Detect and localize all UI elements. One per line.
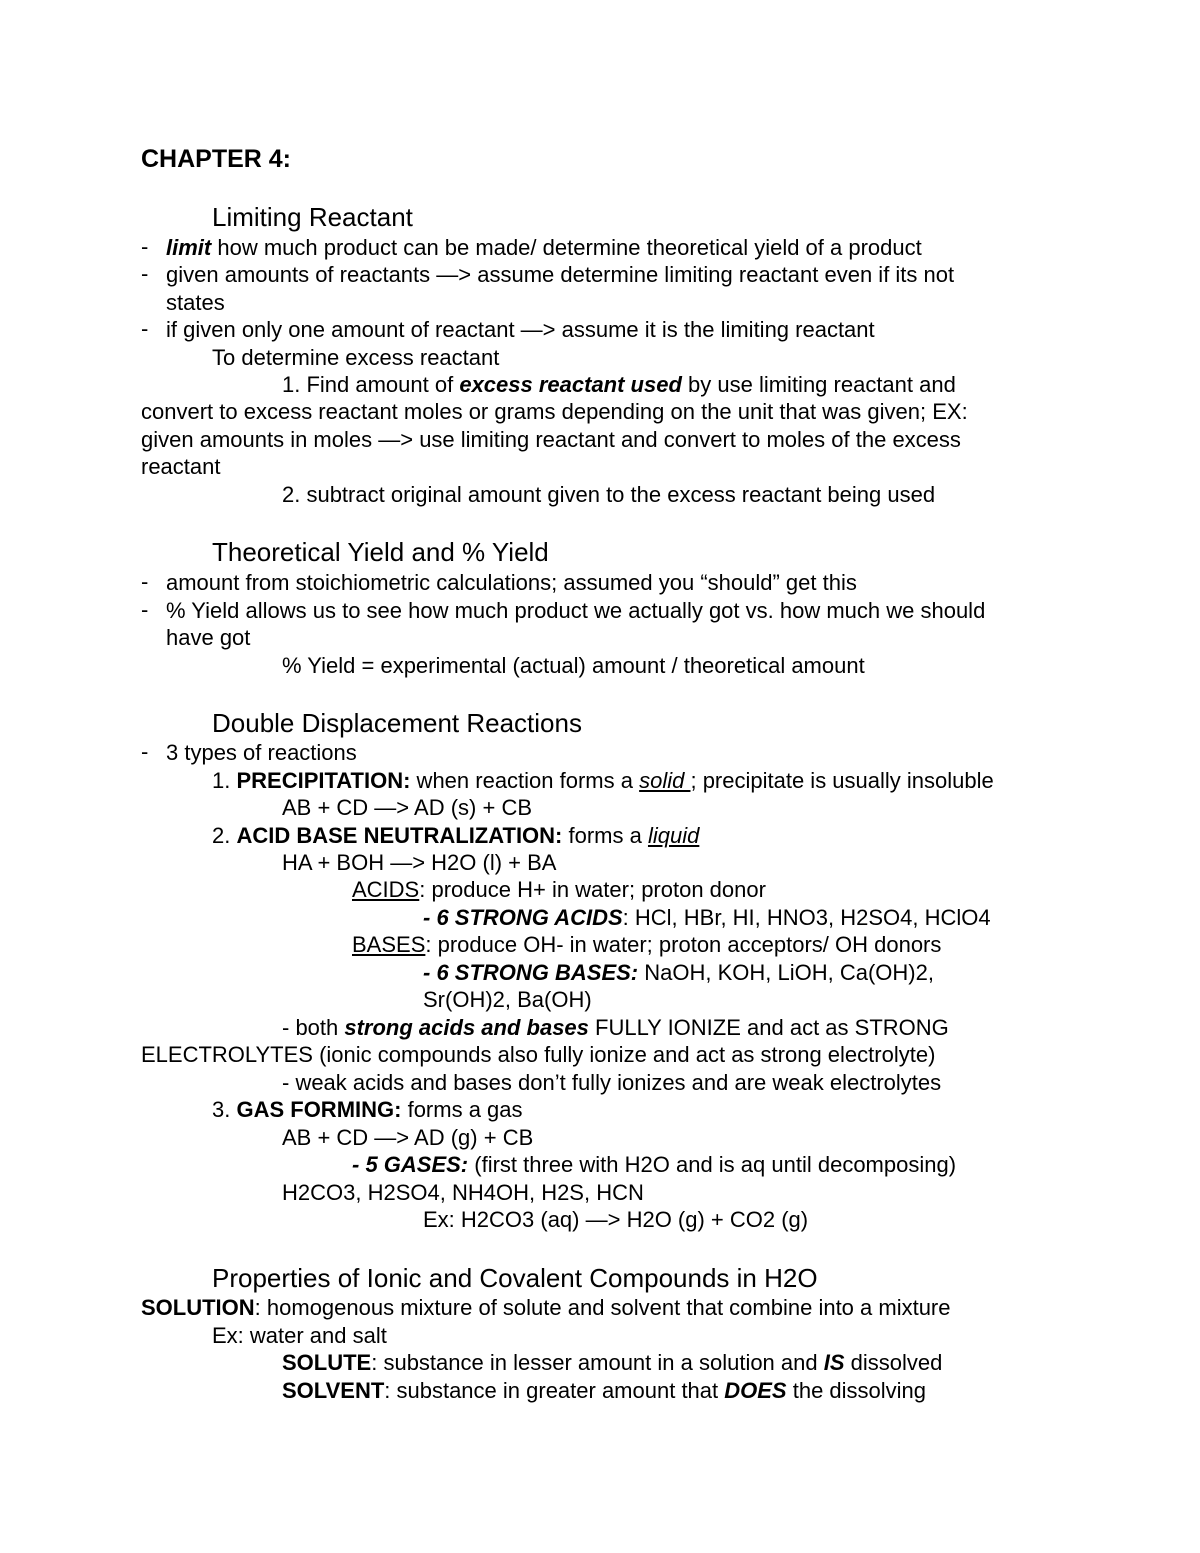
text: when reaction forms a	[410, 768, 640, 793]
strong-bases-line-2: Sr(OH)2, Ba(OH)	[423, 987, 592, 1012]
bullet-dash: -	[141, 569, 149, 594]
bullet-dash: -	[141, 597, 149, 622]
yield-bullet-2-line-1: % Yield allows us to see how much product we actually got vs. how much we should	[166, 598, 986, 623]
gases-line	[352, 1152, 956, 1178]
emphasis: excess reactant used	[459, 372, 682, 397]
solution-definition	[141, 1295, 951, 1321]
solvent-definition	[282, 1378, 926, 1404]
bullet-dash: -	[141, 316, 149, 341]
section-heading-double-displacement: Double Displacement Reactions	[212, 708, 582, 738]
bullet-dash: -	[141, 739, 149, 764]
text: : produce OH- in water; proton acceptors/ OH donors	[425, 932, 942, 957]
excess-heading: To determine excess reactant	[212, 345, 500, 370]
text: how much product can be made/ determine theoretical yield of a product	[211, 235, 922, 260]
both-ionize-line-2: ELECTROLYTES (ionic compounds also fully ionize and act as strong electrolyte)	[141, 1042, 936, 1067]
excess-step-1-line-2: convert to excess reactant moles or grams depending on the unit that was given; EX:	[141, 399, 968, 424]
label: ACIDS	[352, 877, 420, 902]
label: SOLUTION	[141, 1295, 255, 1320]
excess-step-1	[282, 372, 956, 398]
chapter-title: CHAPTER 4:	[141, 145, 292, 173]
yield-bullet-2-line-2: have got	[166, 625, 251, 650]
number: 2.	[212, 823, 237, 848]
text: FULLY IONIZE and act as STRONG	[588, 1015, 949, 1040]
label: PRECIPITATION:	[236, 768, 411, 793]
number: 1.	[212, 768, 237, 793]
text: forms a	[562, 823, 648, 848]
underlined-word: liquid	[647, 823, 700, 848]
both-ionize-line	[282, 1015, 949, 1041]
text: ; precipitate is usually insoluble	[690, 768, 994, 793]
label: - 6 STRONG ACIDS	[423, 905, 623, 930]
text: (first three with H2O and is aq until decomposing)	[468, 1152, 957, 1177]
text: : HCl, HBr, HI, HNO3, H2SO4, HClO4	[622, 905, 991, 930]
yield-formula: % Yield = experimental (actual) amount / theoretical amount	[282, 653, 865, 678]
text: : substance in greater amount that	[384, 1378, 725, 1403]
text: by use limiting reactant and	[681, 372, 956, 397]
solute-definition	[282, 1350, 942, 1376]
label: - 5 GASES:	[352, 1152, 469, 1177]
limiting-bullet-2-line-2: states	[166, 290, 225, 315]
label: SOLVENT	[282, 1378, 385, 1403]
text: dissolved	[844, 1350, 943, 1375]
acid-base-equation: HA + BOH —> H2O (l) + BA	[282, 850, 557, 875]
number: 3.	[212, 1097, 237, 1122]
emphasis: limit	[166, 235, 212, 260]
excess-step-1-line-4: reactant	[141, 454, 221, 479]
bullet-dash: -	[141, 261, 149, 286]
excess-step-2: 2. subtract original amount given to the excess reactant being used	[282, 482, 936, 507]
limiting-bullet-2-line-1: given amounts of reactants —> assume determine limiting reactant even if its not	[166, 262, 955, 287]
label: GAS FORMING:	[236, 1097, 402, 1122]
text: : produce H+ in water; proton donor	[419, 877, 766, 902]
label: SOLUTE	[282, 1350, 372, 1375]
emphasis: DOES	[724, 1378, 787, 1403]
label: ACID BASE NEUTRALIZATION:	[236, 823, 563, 848]
text: the dissolving	[786, 1378, 927, 1403]
section-heading-yield: Theoretical Yield and % Yield	[212, 537, 549, 567]
gas-forming-equation: AB + CD —> AD (g) + CB	[282, 1125, 534, 1150]
section-heading-properties: Properties of Ionic and Covalent Compounds in H2O	[212, 1263, 818, 1293]
section-heading-limiting: Limiting Reactant	[212, 202, 413, 232]
yield-bullet-1: amount from stoichiometric calculations; assumed you “should” get this	[166, 570, 857, 595]
weak-acids-line: - weak acids and bases don’t fully ionizes and are weak electrolytes	[282, 1070, 942, 1095]
underlined-word: solid	[639, 768, 691, 793]
text: 1. Find amount of	[282, 372, 460, 397]
acid-base-line	[212, 823, 699, 849]
emphasis: strong acids and bases	[344, 1015, 589, 1040]
strong-bases-line	[423, 960, 934, 986]
strong-acids-line	[423, 905, 991, 931]
label: BASES	[352, 932, 426, 957]
acids-line	[352, 877, 766, 903]
gases-example: Ex: H2CO3 (aq) —> H2O (g) + CO2 (g)	[423, 1207, 809, 1232]
solution-example: Ex: water and salt	[212, 1323, 387, 1348]
precipitation-line	[212, 768, 994, 794]
emphasis: IS	[823, 1350, 845, 1375]
bases-line	[352, 932, 941, 958]
text: : homogenous mixture of solute and solvent that combine into a mixture	[254, 1295, 951, 1320]
text: : substance in lesser amount in a solution and	[371, 1350, 824, 1375]
label: - 6 STRONG BASES:	[423, 960, 639, 985]
text: NaOH, KOH, LiOH, Ca(OH)2,	[638, 960, 934, 985]
precipitation-equation: AB + CD —> AD (s) + CB	[282, 795, 533, 820]
double-bullet-1: 3 types of reactions	[166, 740, 357, 765]
text: - both	[282, 1015, 345, 1040]
gas-forming-line	[212, 1097, 523, 1123]
gases-list: H2CO3, H2SO4, NH4OH, H2S, HCN	[282, 1180, 644, 1205]
limiting-bullet-3: if given only one amount of reactant —> assume it is the limiting reactant	[166, 317, 875, 342]
limiting-bullet-1	[166, 235, 922, 261]
bullet-dash: -	[141, 234, 149, 259]
text: forms a gas	[401, 1097, 523, 1122]
excess-step-1-line-3: given amounts in moles —> use limiting reactant and convert to moles of the excess	[141, 427, 961, 452]
